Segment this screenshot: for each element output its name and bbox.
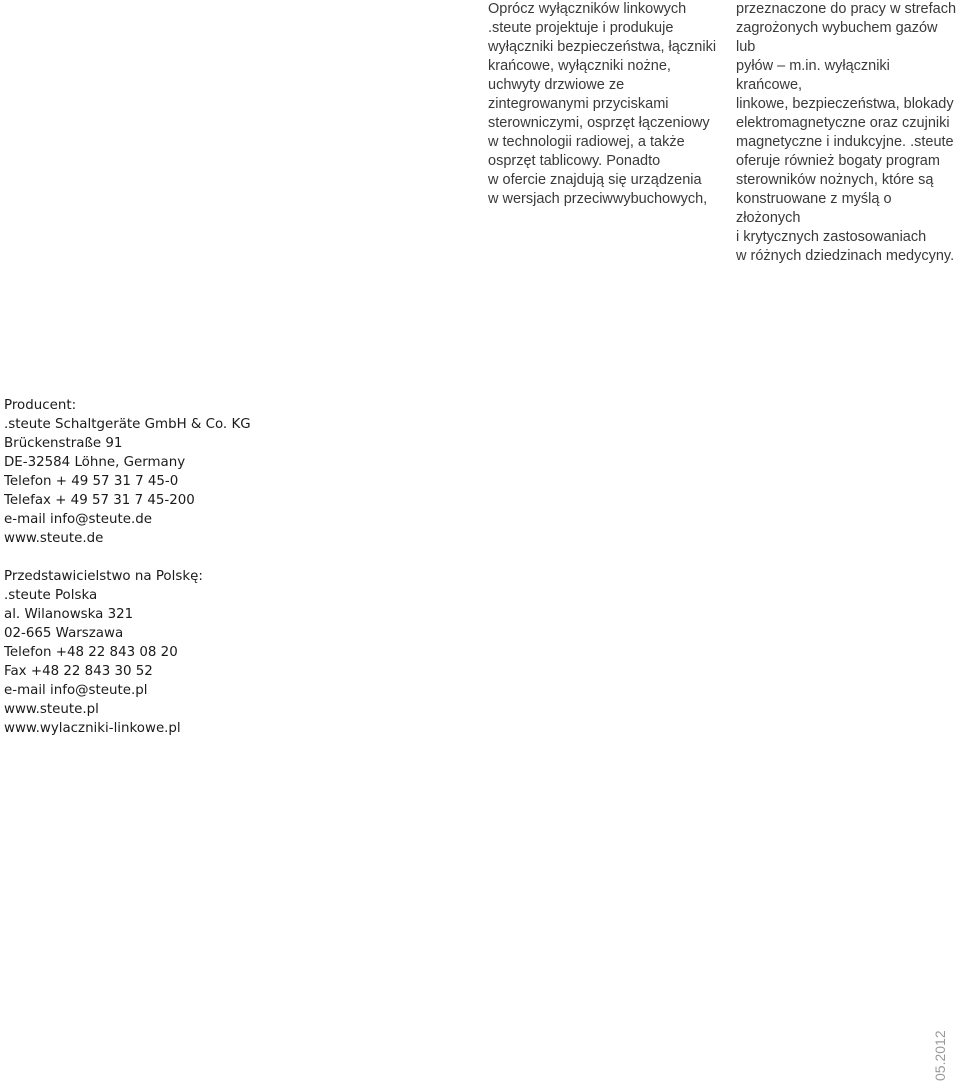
intro-line: w wersjach przeciwwybuchowych,: [488, 191, 708, 207]
representative-fax: Fax +48 22 843 30 52: [4, 664, 153, 679]
producer-street: Brückenstraße 91: [4, 436, 123, 451]
representative-email-link[interactable]: e-mail info@steute.pl: [4, 683, 148, 698]
representative-heading: Przedstawicielstwo na Polskę:: [4, 569, 203, 584]
intro-line: konstruowane z myślą o złożonych: [736, 191, 892, 226]
intro-line: i krytycznych zastosowaniach: [736, 229, 927, 245]
intro-column-right: [736, 0, 960, 266]
producer-city: DE-32584 Löhne, Germany: [4, 455, 186, 470]
intro-line: Oprócz wyłączników linkowych: [488, 1, 687, 17]
producer-company: .steute Schaltgeräte GmbH & Co. KG: [4, 417, 251, 432]
intro-line: zagrożonych wybuchem gazów lub: [736, 20, 938, 55]
intro-line: uchwyty drzwiowe ze: [488, 77, 625, 93]
intro-line: krańcowe, wyłączniki nożne,: [488, 58, 671, 74]
intro-line: .steute projektuje i produkuje: [488, 20, 674, 36]
producer-heading: Producent:: [4, 398, 77, 413]
intro-line: elektromagnetyczne oraz czujniki: [736, 115, 950, 131]
intro-line: w technologii radiowej, a także: [488, 134, 685, 150]
intro-line: wyłączniki bezpieczeństwa, łączniki: [488, 39, 717, 55]
intro-line: sterowniczymi, osprzęt łączeniowy: [488, 115, 710, 131]
intro-line: zintegrowanymi przyciskami: [488, 96, 669, 112]
intro-line: sterowników nożnych, które są: [736, 172, 934, 188]
intro-line: pyłów – m.in. wyłączniki krańcowe,: [736, 58, 890, 93]
representative-street: al. Wilanowska 321: [4, 607, 134, 622]
representative-company: .steute Polska: [4, 588, 98, 603]
intro-line: przeznaczone do pracy w strefach: [736, 1, 957, 17]
representative-website-link[interactable]: www.steute.pl: [4, 702, 99, 717]
producer-website-link[interactable]: www.steute.de: [4, 531, 104, 546]
representative-phone: Telefon +48 22 843 08 20: [4, 645, 178, 660]
intro-line: linkowe, bezpieczeństwa, blokady: [736, 96, 954, 112]
producer-email-link[interactable]: e-mail info@steute.de: [4, 512, 152, 527]
representative-contact-block: [4, 567, 203, 738]
producer-fax: Telefax + 49 57 31 7 45-200: [4, 493, 195, 508]
intro-line: magnetyczne i indukcyjne. .steute: [736, 134, 954, 150]
representative-city: 02-665 Warszawa: [4, 626, 124, 641]
intro-line: oferuje również bogaty program: [736, 153, 940, 169]
publication-date: 05.2012: [932, 1030, 948, 1081]
intro-line: osprzęt tablicowy. Ponadto: [488, 153, 661, 169]
producer-phone: Telefon + 49 57 31 7 45-0: [4, 474, 179, 489]
intro-line: w ofercie znajdują się urządzenia: [488, 172, 702, 188]
producer-contact-block: [4, 396, 251, 548]
intro-column-left: [488, 0, 726, 209]
intro-line: w różnych dziedzinach medycyny.: [736, 248, 955, 264]
representative-website-link-2[interactable]: www.wylaczniki-linkowe.pl: [4, 721, 181, 736]
